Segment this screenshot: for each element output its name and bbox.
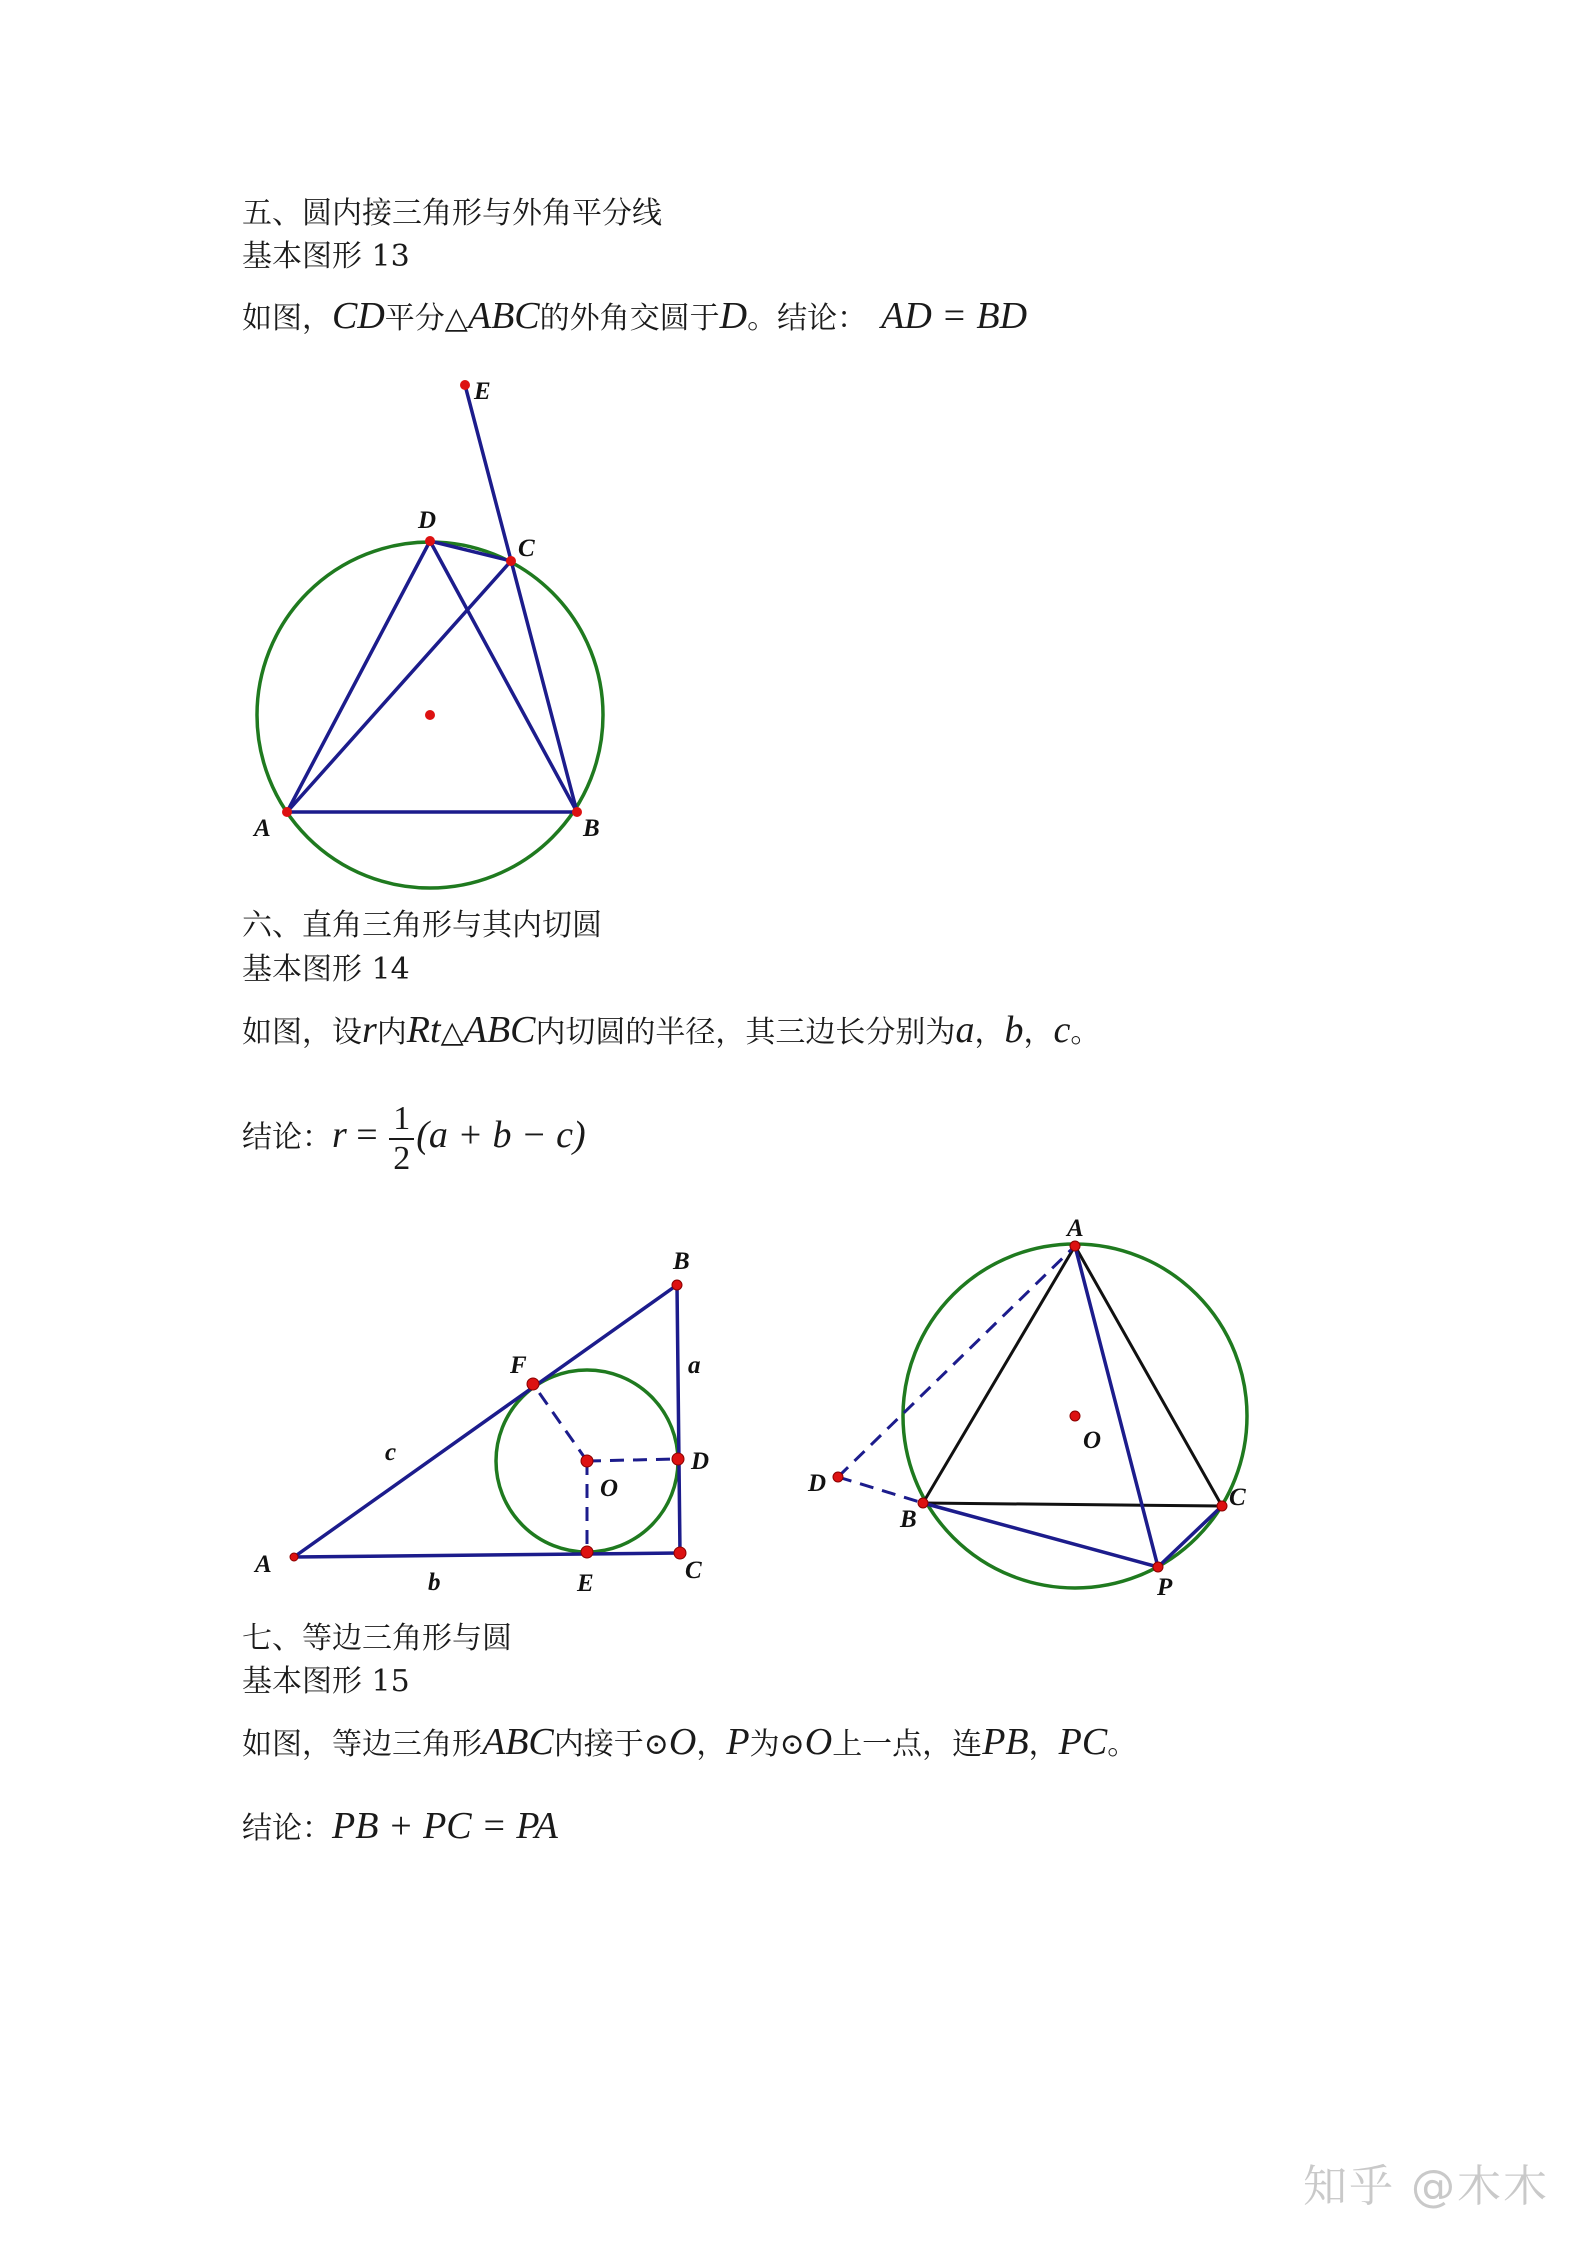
fig15-label-p: P xyxy=(1157,1574,1173,1601)
fig14-label-d: D xyxy=(691,1448,710,1475)
fig15-label-d: D xyxy=(808,1470,827,1497)
fig13-label-b: B xyxy=(583,815,600,842)
section-7-conclusion: 结论：PB + PC = PA xyxy=(242,1805,558,1847)
fig15-side-ab xyxy=(923,1246,1075,1503)
section-7-subheading: 基本图形 15 xyxy=(242,1664,410,1699)
fig13-label-d: D xyxy=(418,507,437,534)
fig14-label-c-side: c xyxy=(385,1439,397,1466)
fig14-label-o: O xyxy=(600,1475,619,1502)
watermark: 知乎 @木木 xyxy=(1303,2161,1549,2212)
fig13-label-c: C xyxy=(518,535,535,562)
section-6-statement: 如图，设r内Rt△ABC内切圆的半径，其三边长分别为a，b，c。 xyxy=(242,1009,1101,1051)
fig15-point-p xyxy=(1153,1562,1163,1572)
fig15-segment-pc xyxy=(1158,1506,1222,1567)
fig15-label-a: A xyxy=(1067,1215,1084,1242)
fig14-label-a-side: a xyxy=(688,1352,701,1379)
fig14-label-b: B xyxy=(673,1248,690,1275)
fig15-segment-pa xyxy=(1075,1246,1158,1567)
section-6-conclusion: 结论：r = $\frac{1}{2}$ (a + b − c) xyxy=(242,1100,586,1177)
section-7-heading: 七、等边三角形与圆 xyxy=(242,1621,512,1656)
section-7-statement: 如图，等边三角形ABC内接于⊙O，P为⊙O上一点，连PB，PC。 xyxy=(242,1721,1138,1763)
section-5-heading: 五、圆内接三角形与外角平分线 xyxy=(242,196,662,231)
section-6-subheading: 基本图形 14 xyxy=(242,952,410,987)
fig15-dashed-db xyxy=(838,1477,923,1503)
fig15-label-b: B xyxy=(900,1506,917,1533)
fig15-label-o: O xyxy=(1083,1427,1102,1454)
section-6-heading: 六、直角三角形与其内切圆 xyxy=(242,908,602,943)
section-5-statement: 如图，CD平分△ABC的外角交圆于D。结论： AD = BD xyxy=(242,295,1028,337)
fig13-label-a: A xyxy=(254,815,271,842)
fig15-point-b xyxy=(918,1498,928,1508)
fig15-point-c xyxy=(1217,1501,1227,1511)
fig14-label-f: F xyxy=(510,1352,527,1379)
fig14-label-b-side: b xyxy=(428,1569,441,1596)
section-5-subheading: 基本图形 13 xyxy=(242,239,410,274)
fraction-one-half: $\frac{1}{2}$ xyxy=(389,1100,414,1178)
fig13-label-e: E xyxy=(474,378,491,405)
fig15-center xyxy=(1070,1411,1080,1421)
fig15-dashed-da xyxy=(838,1246,1075,1477)
fig14-label-c: C xyxy=(685,1557,702,1584)
fig15-point-a xyxy=(1070,1241,1080,1251)
fig14-label-a: A xyxy=(255,1551,272,1578)
fig15-label-c: C xyxy=(1229,1484,1246,1511)
fig15-point-d xyxy=(833,1472,843,1482)
fig15-side-bc xyxy=(923,1503,1222,1506)
fig15-side-ac xyxy=(1075,1246,1222,1506)
fig15-segment-pb xyxy=(923,1503,1158,1567)
fig14-label-e: E xyxy=(577,1570,594,1597)
